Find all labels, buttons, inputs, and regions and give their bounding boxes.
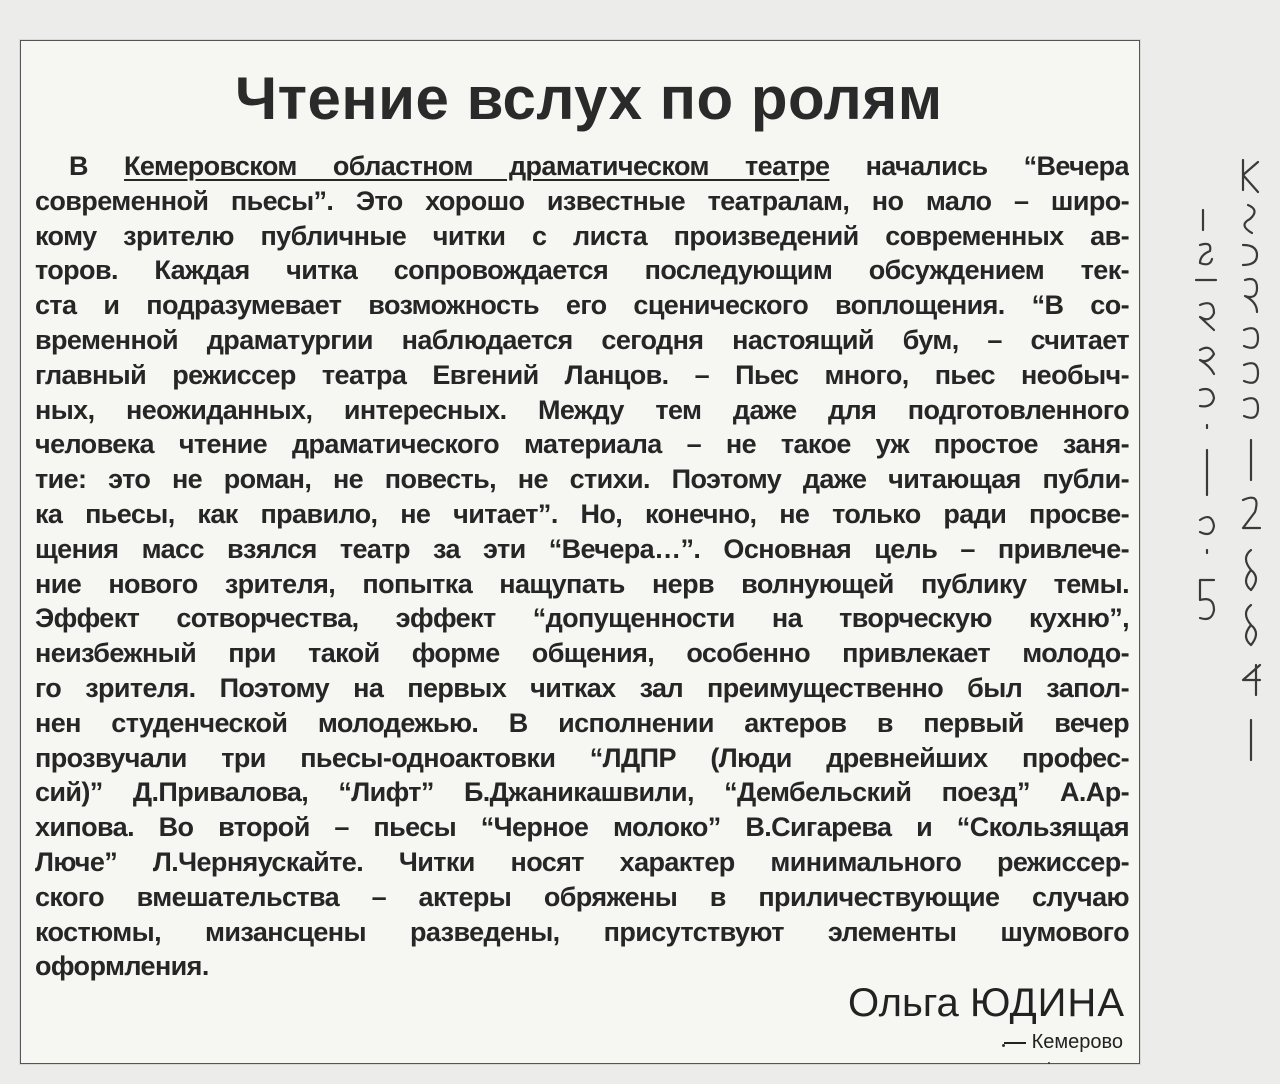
author-byline [848, 981, 1125, 1026]
article-headline: Чтение вслух по ролям [235, 65, 943, 132]
article-line: ние нового зрителя, попытка нащупать нерв волнующей публику темы. [35, 568, 1129, 599]
article-line: торов. Каждая читка сопровождается последующим обсуждением тек- [35, 255, 1129, 286]
line-1-prefix: В [69, 151, 125, 181]
article-line: костюмы, мизансцены разведены, присутствуют элементы шумового [35, 916, 1129, 947]
article-line: ных, неожиданных, интересных. Между тем даже для подготовленного [35, 394, 1129, 425]
article-line: Люче” Л.Черняускайте. Читки носят характер минимального режиссер- [35, 846, 1129, 877]
article-line: кому зрителю публичные читки с листа произведений современных ав- [35, 220, 1129, 251]
article-line: прозвучали три пьесы-одноактовки “ЛДПР (Люди древнейших профес- [35, 742, 1129, 773]
article-line: Эффект сотворчества, эффект “допущенности на творческую кухню”, [35, 603, 1129, 634]
article-line: тие: это не роман, не повесть, не стихи. Поэтому даже читающая публи- [35, 464, 1129, 495]
article-line: нен студенческой молодежью. В исполнении актеров в первый вечер [35, 707, 1129, 738]
handwritten-note-drawing [1148, 150, 1268, 870]
article-line: оформления. [35, 951, 209, 982]
article-body [35, 149, 1129, 984]
dash-mark [1004, 1042, 1026, 1044]
article-line: человека чтение драматического материала – не такое уж простое заня- [35, 429, 1129, 460]
article-line: неизбежный при такой форме общения, особенно привлекает молодо- [35, 638, 1129, 669]
article-line: современной пьесы”. Это хорошо известные театралам, но мало – широ- [35, 185, 1129, 216]
handwritten-source-note [1148, 150, 1268, 870]
article-line: ста и подразумевает возможность его сценического воплощения. “В со- [35, 290, 1129, 321]
print-speck [1002, 1044, 1005, 1047]
city-name: Кемерово [1031, 1031, 1123, 1053]
author-first-name: Ольга [848, 981, 959, 1025]
article-line: сий)” Д.Привалова, “Лифт” Б.Джаникашвили, “Дембельский поезд” А.Ар- [35, 777, 1129, 808]
article-line: го зрителя. Поэтому на первых читках зал преимущественно был запол- [35, 672, 1129, 703]
author-last-name: ЮДИНА [969, 981, 1125, 1025]
article-line: щения масс взялся театр за эти “Вечера…”. Основная цель – привлече- [35, 533, 1129, 564]
article-line: временной драматургии наблюдается сегодня настоящий бум, – считает [35, 324, 1129, 355]
article-line: ка пьесы, как правило, не читает”. Но, конечно, не только ради просве- [35, 498, 1129, 529]
theatre-name-underlined: Кемеровском областном драматическом театре [124, 151, 830, 181]
newspaper-clipping [20, 40, 1140, 1064]
article-line-1 [35, 149, 1129, 184]
article-line: главный режиссер театра Евгений Ланцов. – Пьес много, пьес необыч- [35, 359, 1129, 390]
print-speck [1048, 1062, 1050, 1064]
article-line: хипова. Во второй – пьесы “Черное молоко” В.Сигарева и “Скользящая [35, 812, 1129, 843]
line-1-suffix: начались “Вечера [829, 151, 1129, 181]
author-city [1004, 1031, 1123, 1054]
article-line: ского вмешательства – актеры обряжены в приличествующие случаю [35, 881, 1129, 912]
